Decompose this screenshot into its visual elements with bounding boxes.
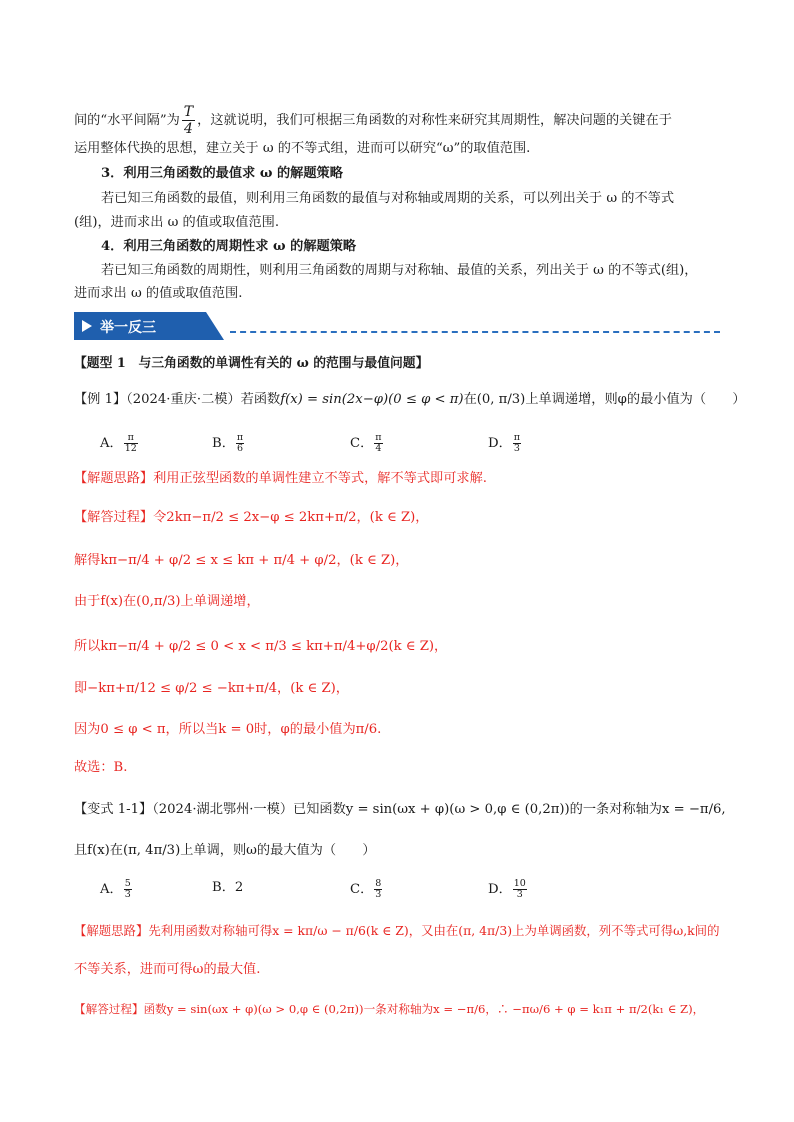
interval-expr: (0, π/3) — [476, 392, 526, 407]
option-c[interactable]: C． $\frac{\pi}{4}$ — [350, 432, 382, 454]
example-1-stem: 【例 1】（2024·重庆·二模）若函数f(x) = sin(2x−φ)(0 ≤ φ < π)在(0, π/3)上单调递增，则φ的最小值为（ ） — [74, 392, 746, 407]
strategy-4-line-1: 若已知三角函数的周期性，则利用三角函数的周期与对称轴、最值的关系，列出关于 ω 的不等式(组)， — [101, 263, 698, 278]
variant-1-1-stem-1: 【变式 1-1】（2024·湖北鄂州·一模）已知函数y = sin(ωx + φ)(ω > 0,φ ∈ (0,2π))的一条对称轴为x = −π/6, — [74, 802, 726, 817]
section-banner — [74, 312, 224, 340]
intro-text-cont: ，这就说明，我们可根据三角函数的对称性来研究其周期性，解决问题的关键在于 — [197, 113, 672, 128]
example-source: （2024·重庆·二模） — [126, 392, 241, 407]
type-1-title: 【题型 1 与三角函数的单调性有关的 ω 的范围与最值问题】 — [74, 356, 429, 371]
example-1-process-3: 由于f(x)在(0,π/3)上单调递增， — [74, 594, 260, 609]
strategy-3-line-2: (组)，进而求出 ω 的值或取值范围. — [74, 215, 280, 230]
variant-option-b[interactable]: B．2 — [212, 880, 244, 895]
example-1-process-6: 因为0 ≤ φ < π，所以当k = 0时，φ的最小值为π/6. — [74, 722, 382, 737]
strategy-3-line-1: 若已知三角函数的最值，则利用三角函数的最值与对称轴或周期的关系，可以列出关于 ω 的不等式 — [101, 191, 675, 206]
option-b[interactable]: B． $\frac{\pi}{6}$ — [212, 432, 244, 454]
fraction-T-over-4: $\frac{T}{4}$ — [183, 104, 194, 137]
variant-option-a[interactable]: A． $\frac{5}{3}$ — [100, 878, 131, 900]
strategy-4-line-2: 进而求出 ω 的值或取值范围. — [74, 286, 243, 301]
variant-1-1-process: 【解答过程】函数y = sin(ωx + φ)(ω > 0,φ ∈ (0,2π))一条对称轴为x = −π/6，∴ −πω/6 + φ = k₁π + π/2(k₁ ∈ Z)， — [74, 1002, 705, 1016]
banner-dash-line — [230, 331, 720, 333]
intro-text: 间的“水平间隔”为 — [74, 113, 180, 128]
example-tag: 【例 1】 — [74, 392, 127, 407]
variant-option-d[interactable]: D． $\frac{10}{3}$ — [488, 878, 526, 900]
example-1-process-1: 【解答过程】令2kπ−π/2 ≤ 2x−φ ≤ 2kπ+π/2，(k ∈ Z)， — [74, 510, 429, 525]
option-a[interactable]: A． $\frac{\pi}{12}$ — [100, 432, 137, 454]
option-d[interactable]: D． $\frac{\pi}{3}$ — [488, 432, 521, 454]
intro-line-1 — [74, 104, 672, 137]
variant-source: （2024·湖北鄂州·一模） — [152, 802, 294, 817]
variant-1-1-idea-2: 不等关系，进而可得ω的最大值. — [74, 962, 261, 977]
example-1-process-2: 解得kπ−π/4 + φ/2 ≤ x ≤ kπ + π/4 + φ/2，(k ∈ Z)， — [74, 553, 409, 568]
example-1-idea: 【解题思路】利用正弦型函数的单调性建立不等式，解不等式即可求解. — [74, 471, 488, 486]
example-1-process-5: 即−kπ+π/12 ≤ φ/2 ≤ −kπ+π/4，(k ∈ Z)， — [74, 681, 349, 696]
strategy-3-heading: 3．利用三角函数的最值求 ω 的解题策略 — [101, 166, 343, 181]
function-expr: f(x) = sin(2x−φ)(0 ≤ φ < π) — [280, 392, 464, 407]
variant-tag: 【变式 1-1】 — [74, 802, 153, 817]
example-1-process-4: 所以kπ−π/4 + φ/2 ≤ 0 < x < π/3 ≤ kπ+π/4+φ/2(k ∈ Z)， — [74, 639, 448, 654]
variant-option-c[interactable]: C． $\frac{8}{3}$ — [350, 878, 382, 900]
variant-1-1-idea-1: 【解题思路】先利用函数对称轴可得x = kπ/ω − π/6(k ∈ Z)，又由在(π, 4π/3)上为单调函数，列不等式可得ω,k间的 — [74, 923, 720, 938]
variant-1-1-stem-2: 且f(x)在(π, 4π/3)上单调，则ω的最大值为（ ） — [74, 843, 376, 858]
strategy-4-heading: 4．利用三角函数的周期性求 ω 的解题策略 — [101, 239, 357, 254]
intro-line-2: 运用整体代换的思想，建立关于 ω 的不等式组，进而可以研究“ω”的取值范围. — [74, 141, 531, 156]
example-1-answer: 故选：B. — [74, 760, 128, 775]
banner-label: 举一反三 — [100, 320, 156, 336]
